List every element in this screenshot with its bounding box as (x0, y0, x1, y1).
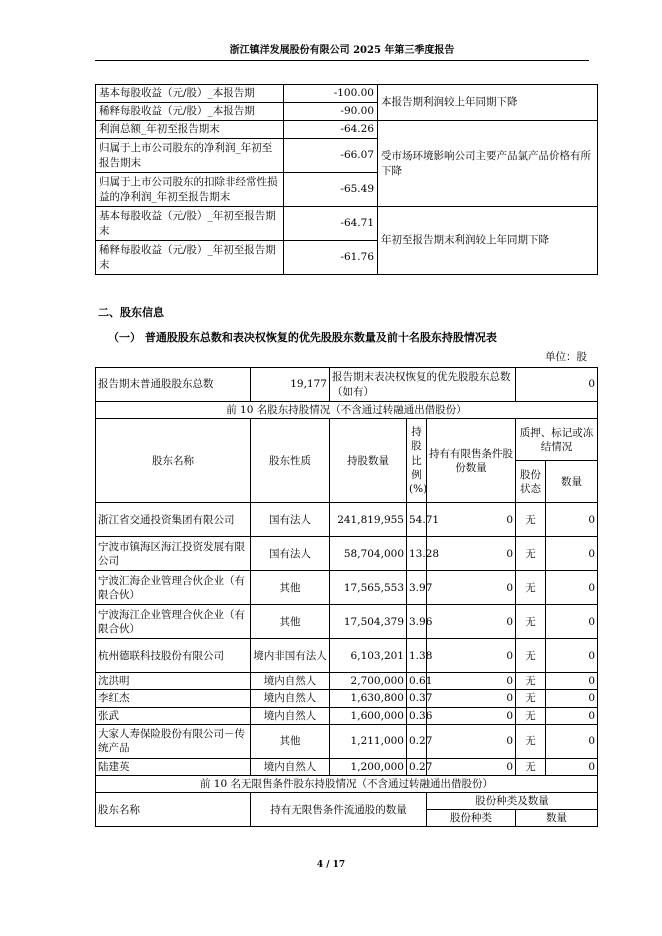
holder-restricted: 0 (427, 707, 516, 724)
header-restricted: 持有有限售条件股份数量 (427, 419, 516, 503)
holder-name: 张武 (96, 707, 251, 724)
section-title: 二、股东信息 (98, 306, 164, 319)
change-reasons-table (95, 84, 598, 275)
holder-name: 陆建英 (96, 758, 251, 775)
holder-ratio: 1.38 (407, 639, 427, 673)
holder-nature: 境内自然人 (251, 690, 330, 707)
unrestricted-header-count: 数量 (516, 810, 598, 827)
unrestricted-header-name: 股东名称 (96, 793, 251, 827)
holder-status: 无 (516, 503, 546, 537)
holder-shares: 241,819,955 (330, 503, 407, 537)
total-holders-label: 报告期末普通股股东总数 (96, 368, 251, 402)
row-value: -64.71 (284, 207, 378, 241)
table-row (96, 571, 598, 605)
row-label: 利润总额_年初至报告期末 (96, 121, 284, 139)
row-value: -90.00 (284, 103, 378, 121)
header-pledge-status: 股份状态 (516, 461, 546, 503)
holder-restricted: 0 (427, 758, 516, 775)
table-row (96, 537, 598, 571)
table-row (96, 690, 598, 707)
holder-name: 宁波市镇海区海江投资发展有限公司 (96, 537, 251, 571)
row-value: -61.76 (284, 241, 378, 275)
reason-text: 本报告期利润较上年同期下降 (378, 85, 598, 121)
holder-qty: 0 (546, 690, 598, 707)
table-row (96, 605, 598, 639)
holder-qty: 0 (546, 503, 598, 537)
holder-restricted: 0 (427, 724, 516, 758)
holder-nature: 国有法人 (251, 503, 330, 537)
holder-nature: 境内自然人 (251, 707, 330, 724)
holder-nature: 其他 (251, 571, 330, 605)
holder-status: 无 (516, 707, 546, 724)
holder-ratio: 3.97 (407, 571, 427, 605)
holder-ratio: 0.61 (407, 673, 427, 690)
holder-shares: 17,565,553 (330, 571, 407, 605)
header-name: 股东名称 (96, 419, 251, 503)
holder-status: 无 (516, 690, 546, 707)
holder-ratio: 0.27 (407, 724, 427, 758)
row-value: -65.49 (284, 173, 378, 207)
holder-status: 无 (516, 605, 546, 639)
holder-shares: 1,600,000 (330, 707, 407, 724)
holder-status: 无 (516, 639, 546, 673)
table-row (96, 503, 598, 537)
holder-ratio: 0.36 (407, 707, 427, 724)
holder-restricted: 0 (427, 639, 516, 673)
row-label: 基本每股收益（元/股）_本报告期 (96, 85, 284, 103)
row-value: -64.26 (284, 121, 378, 139)
holder-ratio: 0.27 (407, 758, 427, 775)
table-row (96, 639, 598, 673)
holder-name: 李红杰 (96, 690, 251, 707)
holder-ratio: 13.28 (407, 537, 427, 571)
holder-name: 沈洪明 (96, 673, 251, 690)
header-shares: 持股数量 (330, 419, 407, 503)
holder-status: 无 (516, 673, 546, 690)
holder-shares: 2,700,000 (330, 673, 407, 690)
header-nature: 股东性质 (251, 419, 330, 503)
pref-holders-value: 0 (516, 368, 598, 402)
row-label: 归属于上市公司股东的净利润_年初至报告期末 (96, 139, 284, 173)
header-ratio: 持股比例(%) (407, 419, 427, 503)
page-number: 4 / 17 (316, 860, 346, 870)
shareholders-table (95, 367, 598, 827)
table-row (96, 707, 598, 724)
holder-ratio: 54.71 (407, 503, 427, 537)
holder-qty: 0 (546, 724, 598, 758)
holder-qty: 0 (546, 571, 598, 605)
holder-qty: 0 (546, 537, 598, 571)
holder-shares: 58,704,000 (330, 537, 407, 571)
holder-nature: 其他 (251, 724, 330, 758)
holder-name: 大家人寿保险股份有限公司－传统产品 (96, 724, 251, 758)
holder-qty: 0 (546, 605, 598, 639)
holder-status: 无 (516, 724, 546, 758)
subsection-title: （一） 普通股股东总数和表决权恢复的优先股股东数量及前十名股东持股情况表 (108, 331, 497, 344)
holder-restricted: 0 (427, 503, 516, 537)
holder-nature: 境内非国有法人 (251, 639, 330, 673)
holder-ratio: 3.96 (407, 605, 427, 639)
holder-nature: 境内自然人 (251, 673, 330, 690)
row-label: 基本每股收益（元/股）_年初至报告期末 (96, 207, 284, 241)
holder-name: 浙江省交通投资集团有限公司 (96, 503, 251, 537)
holder-status: 无 (516, 758, 546, 775)
table-row (96, 673, 598, 690)
top10-title: 前 10 名股东持股情况（不含通过转融通出借股份） (96, 402, 598, 419)
reason-text: 年初至报告期末利润较上年同期下降 (378, 207, 598, 275)
holder-shares: 1,211,000 (330, 724, 407, 758)
holder-qty: 0 (546, 639, 598, 673)
row-value: -100.00 (284, 85, 378, 103)
reason-text: 受市场环境影响公司主要产品氯产品价格有所下降 (378, 121, 598, 207)
unit-label: 单位：股 (545, 351, 587, 363)
total-holders-value: 19,177 (251, 368, 330, 402)
holder-nature: 境内自然人 (251, 758, 330, 775)
holder-status: 无 (516, 537, 546, 571)
table-row (96, 758, 598, 775)
holder-restricted: 0 (427, 571, 516, 605)
unrestricted-header-type-qty: 股份种类及数量 (427, 793, 598, 810)
holder-restricted: 0 (427, 690, 516, 707)
holder-nature: 国有法人 (251, 537, 330, 571)
holder-restricted: 0 (427, 537, 516, 571)
row-label: 归属于上市公司股东的扣除非经常性损益的净利润_年初至报告期末 (96, 173, 284, 207)
holder-shares: 1,630,800 (330, 690, 407, 707)
holder-qty: 0 (546, 758, 598, 775)
holder-qty: 0 (546, 673, 598, 690)
row-label: 稀释每股收益（元/股）_本报告期 (96, 103, 284, 121)
unrestricted-header-type: 股份种类 (427, 810, 516, 827)
header-pledge-qty: 数量 (546, 461, 598, 503)
holder-shares: 17,504,379 (330, 605, 407, 639)
unrestricted-title: 前 10 名无限售条件股东持股情况（不含通过转融通出借股份） (96, 775, 598, 792)
holder-status: 无 (516, 571, 546, 605)
holder-restricted: 0 (427, 673, 516, 690)
pref-holders-label: 报告期末表决权恢复的优先股股东总数（如有） (330, 368, 516, 402)
holder-name: 宁波汇海企业管理合伙企业（有限合伙） (96, 571, 251, 605)
holder-nature: 其他 (251, 605, 330, 639)
table-row (96, 724, 598, 758)
holder-qty: 0 (546, 707, 598, 724)
header-pledge: 质押、标记或冻结情况 (516, 419, 598, 461)
holder-shares: 6,103,201 (330, 639, 407, 673)
page-header: 浙江镇洋发展股份有限公司 2025 年第三季度报告 (95, 44, 589, 61)
unrestricted-header-qty: 持有无限售条件流通股的数量 (251, 793, 427, 827)
row-value: -66.07 (284, 139, 378, 173)
holder-name: 宁波海江企业管理合伙企业（有限合伙） (96, 605, 251, 639)
row-label: 稀释每股收益（元/股）_年初至报告期末 (96, 241, 284, 275)
holder-ratio: 0.37 (407, 690, 427, 707)
holder-restricted: 0 (427, 605, 516, 639)
holder-name: 杭州德联科技股份有限公司 (96, 639, 251, 673)
holder-shares: 1,200,000 (330, 758, 407, 775)
